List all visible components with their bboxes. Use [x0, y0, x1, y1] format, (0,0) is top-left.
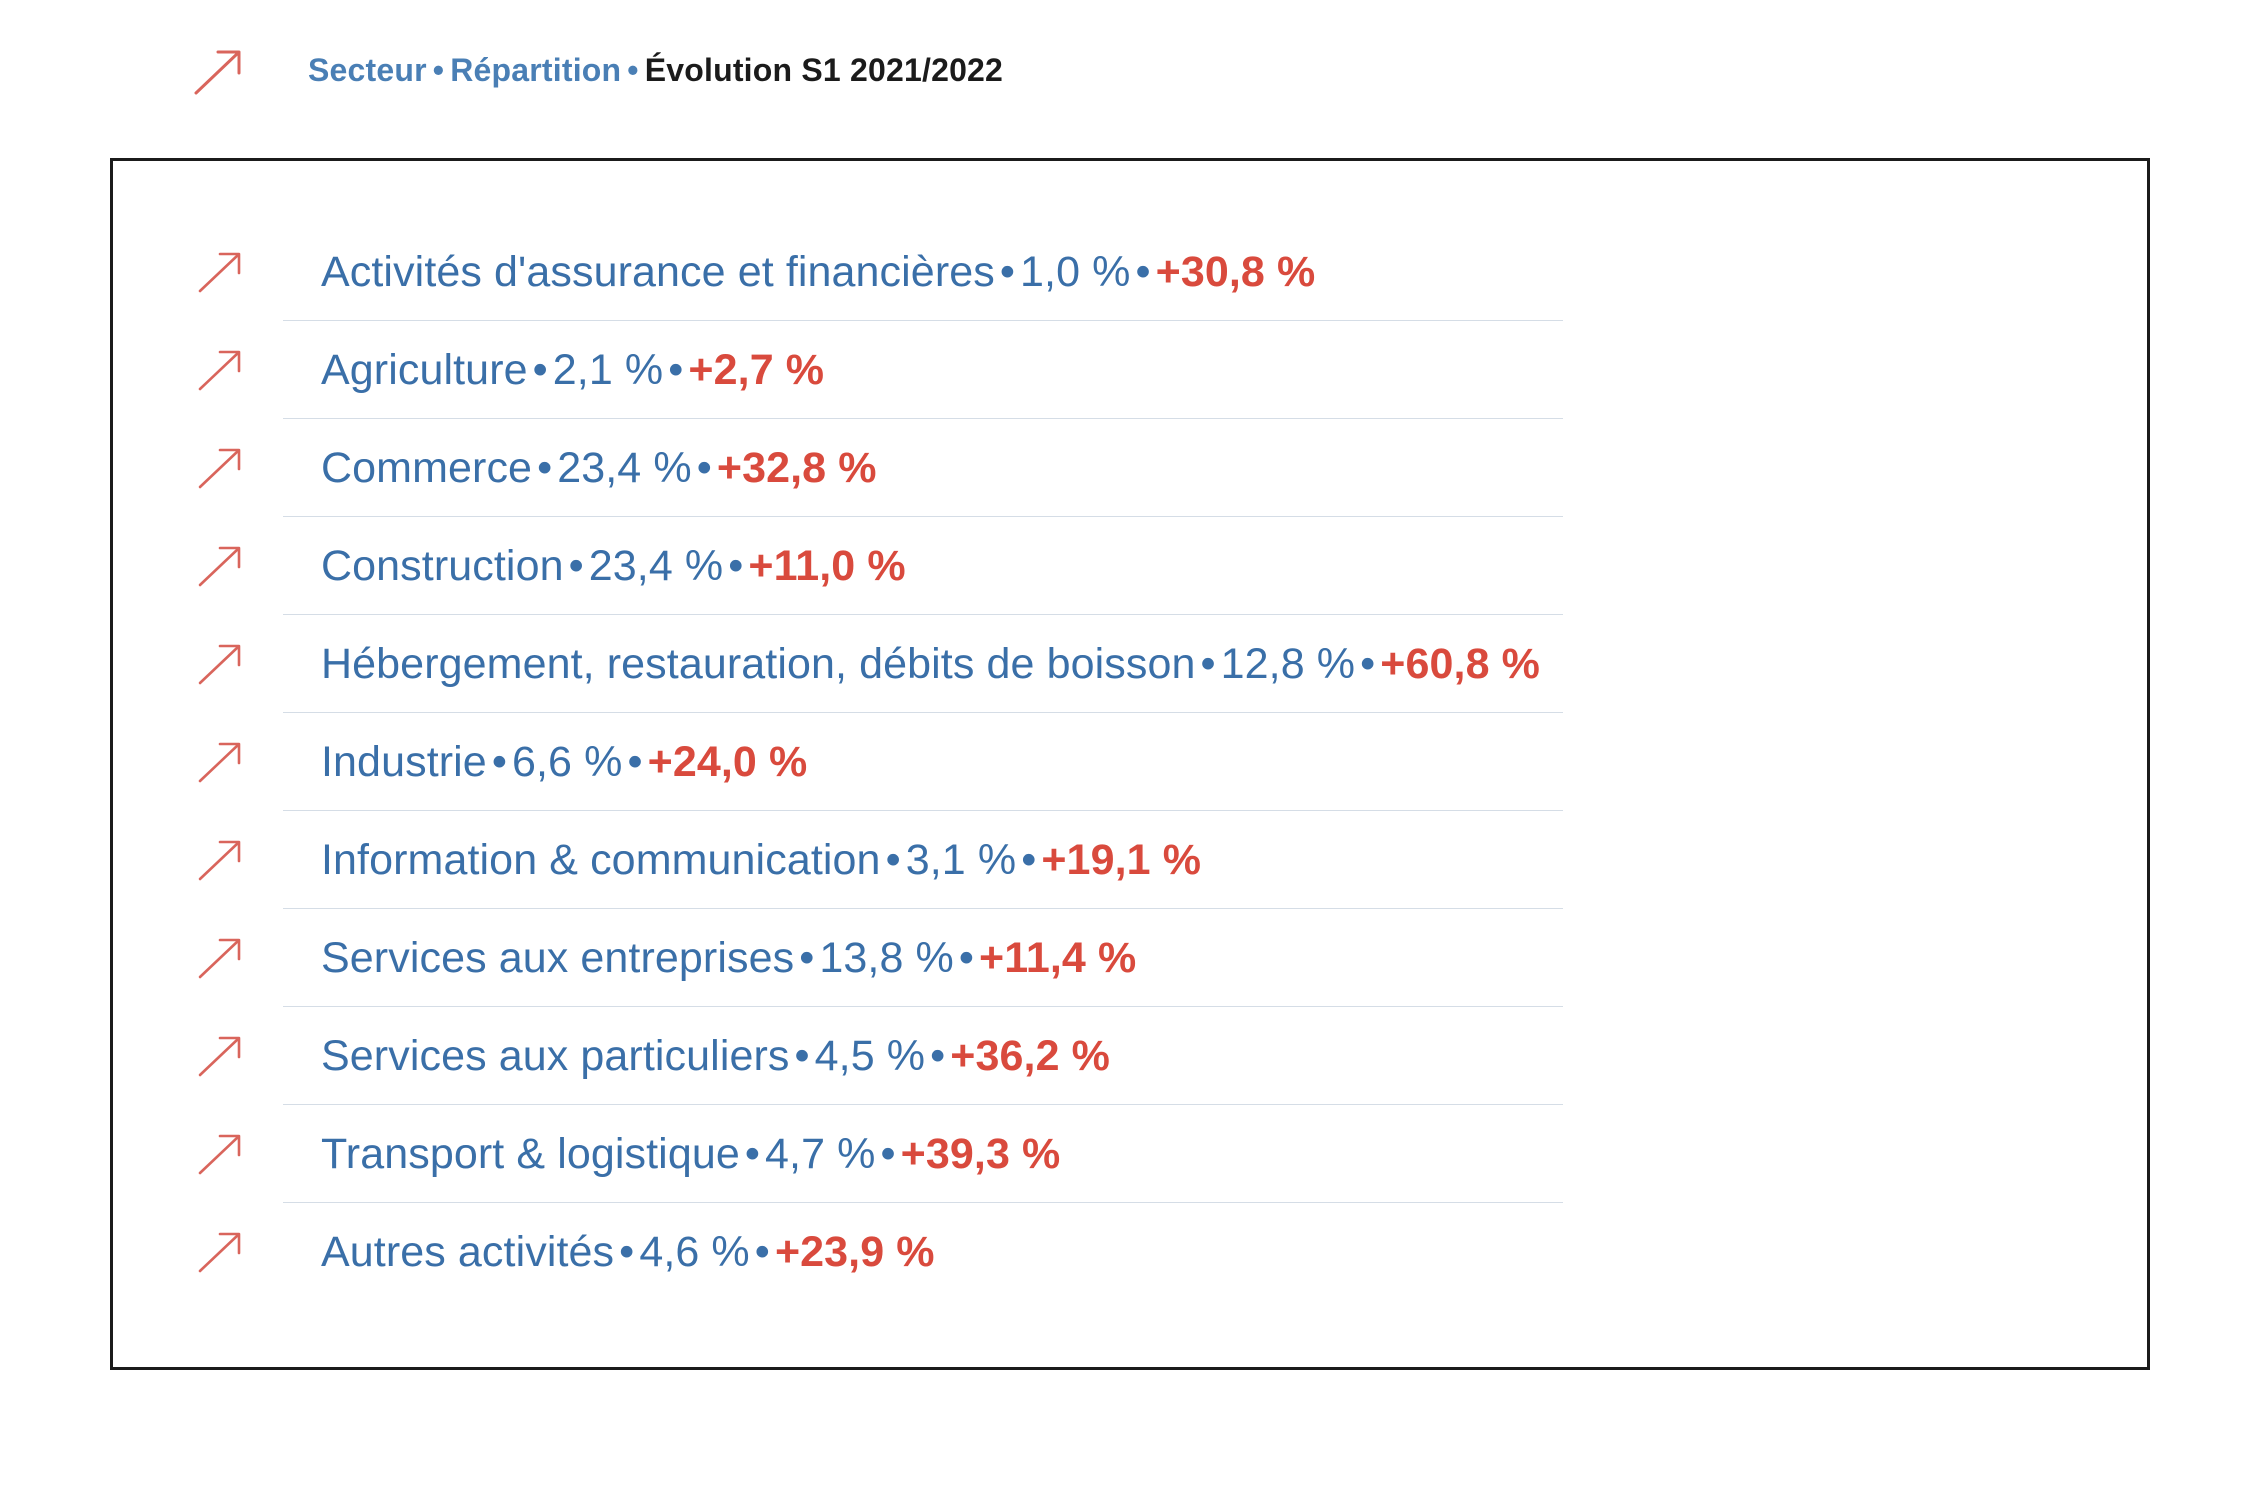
evolution-value: +36,2 %: [950, 1031, 1110, 1080]
separator-dot: •: [568, 541, 584, 590]
arrow-up-right-icon: [195, 442, 247, 494]
arrow-up-right-icon: [190, 43, 248, 101]
share-value: 4,6 %: [639, 1227, 750, 1276]
separator-dot: •: [532, 345, 548, 394]
table-row-text: [321, 934, 1136, 983]
table-row[interactable]: [173, 321, 2073, 419]
share-value: 1,0 %: [1020, 247, 1131, 296]
separator-dot: •: [958, 933, 975, 982]
share-value: 23,4 %: [588, 541, 724, 590]
evolution-value: +11,0 %: [748, 541, 906, 590]
table-row[interactable]: [173, 419, 2073, 517]
evolution-value: +24,0 %: [647, 737, 808, 786]
share-value: 4,5 %: [814, 1031, 926, 1080]
sector-list: [173, 223, 2073, 1301]
table-row[interactable]: [173, 223, 2073, 321]
separator-dot: •: [930, 1031, 946, 1080]
breadcrumb: [308, 52, 1003, 89]
separator-dot: •: [491, 737, 507, 786]
table-row[interactable]: [173, 1203, 2073, 1301]
table-row[interactable]: [173, 909, 2073, 1007]
separator-dot: •: [627, 737, 643, 786]
separator-dot: •: [1200, 639, 1216, 688]
separator-dot: •: [744, 1129, 761, 1178]
evolution-value: +30,8 %: [1155, 247, 1316, 296]
breadcrumb-item-secteur: Secteur: [308, 51, 427, 88]
table-row-text: [321, 1228, 935, 1277]
separator-dot: •: [999, 247, 1016, 296]
sector-label: Services aux entreprises: [321, 933, 795, 982]
breadcrumb-separator-1: •: [432, 51, 445, 88]
sector-label: Agriculture: [321, 345, 528, 394]
data-card: [110, 158, 2150, 1370]
table-row[interactable]: [173, 517, 2073, 615]
breadcrumb-item-repartition: Répartition: [450, 51, 622, 88]
share-value: 13,8 %: [819, 933, 954, 982]
breadcrumb-item-evolution: Évolution S1 2021/2022: [644, 51, 1004, 88]
arrow-up-right-icon: [195, 638, 247, 690]
sector-label: Hébergement, restauration, débits de boisson: [321, 639, 1196, 688]
share-value: 12,8 %: [1220, 639, 1356, 688]
arrow-up-right-icon: [195, 736, 247, 788]
table-row[interactable]: [173, 615, 2073, 713]
sector-label: Information & communication: [321, 835, 881, 884]
table-row[interactable]: [173, 713, 2073, 811]
separator-dot: •: [668, 345, 684, 394]
table-row[interactable]: [173, 1007, 2073, 1105]
separator-dot: •: [728, 541, 744, 590]
share-value: 23,4 %: [557, 443, 692, 492]
evolution-value: +60,8 %: [1380, 639, 1540, 688]
arrow-up-right-icon: [195, 1226, 247, 1278]
table-row-text: [321, 542, 906, 591]
share-value: 3,1 %: [905, 835, 1017, 884]
evolution-value: +32,8 %: [716, 443, 877, 492]
arrow-up-right-icon: [195, 1128, 247, 1180]
table-row-text: [321, 346, 824, 395]
table-row-text: [321, 248, 1315, 297]
separator-dot: •: [885, 835, 901, 884]
separator-dot: •: [1360, 639, 1376, 688]
table-row-text: [321, 1130, 1060, 1179]
share-value: 6,6 %: [511, 737, 623, 786]
evolution-value: +19,1 %: [1041, 835, 1202, 884]
separator-dot: •: [1135, 247, 1151, 296]
sector-label: Transport & logistique: [321, 1129, 740, 1178]
evolution-value: +11,4 %: [979, 933, 1137, 982]
evolution-value: +39,3 %: [900, 1129, 1061, 1178]
separator-dot: •: [619, 1227, 635, 1276]
sector-label: Commerce: [321, 443, 533, 492]
table-row-text: [321, 836, 1201, 885]
breadcrumb-separator-2: •: [627, 51, 639, 88]
separator-dot: •: [880, 1129, 896, 1178]
separator-dot: •: [537, 443, 553, 492]
separator-dot: •: [1021, 835, 1037, 884]
arrow-up-right-icon: [195, 834, 247, 886]
evolution-value: +2,7 %: [688, 345, 825, 394]
table-row-text: [321, 1032, 1110, 1081]
sector-label: Autres activités: [321, 1227, 615, 1276]
sector-label: Services aux particuliers: [321, 1031, 790, 1080]
sector-label: Activités d'assurance et financières: [321, 247, 995, 296]
sector-label: Construction: [321, 541, 564, 590]
table-row-text: [321, 444, 877, 493]
table-row-text: [321, 738, 807, 787]
separator-dot: •: [799, 933, 815, 982]
arrow-up-right-icon: [195, 1030, 247, 1082]
separator-dot: •: [696, 443, 712, 492]
page-header: [0, 0, 2260, 92]
share-value: 4,7 %: [765, 1129, 876, 1178]
arrow-up-right-icon: [195, 540, 247, 592]
arrow-up-right-icon: [195, 932, 247, 984]
sector-label: Industrie: [321, 737, 487, 786]
separator-dot: •: [794, 1031, 810, 1080]
share-value: 2,1 %: [552, 345, 664, 394]
table-row-text: [321, 640, 1540, 689]
table-row[interactable]: [173, 811, 2073, 909]
table-row[interactable]: [173, 1105, 2073, 1203]
separator-dot: •: [754, 1227, 770, 1276]
evolution-value: +23,9 %: [774, 1227, 935, 1276]
arrow-up-right-icon: [195, 246, 247, 298]
arrow-up-right-icon: [195, 344, 247, 396]
